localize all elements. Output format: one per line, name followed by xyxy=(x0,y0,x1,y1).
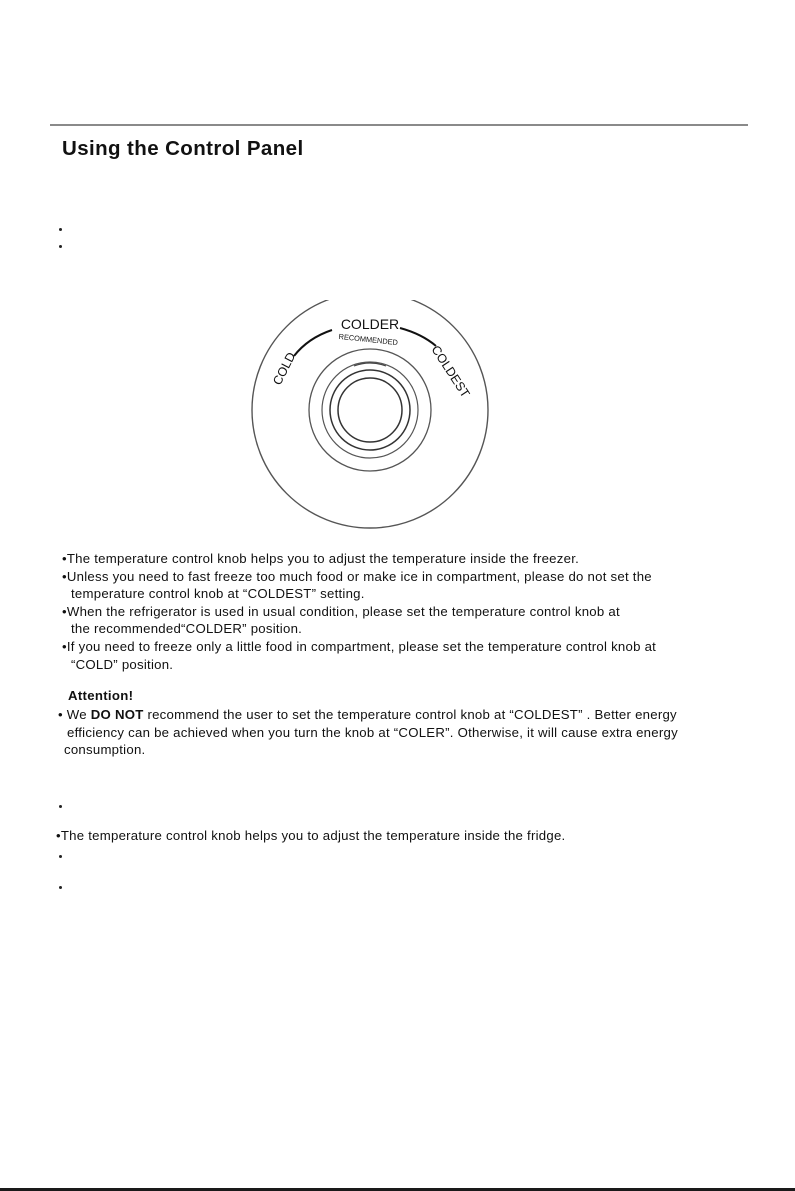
fridge-note: •The temperature control knob helps you to adjust the temperature inside the fridge. xyxy=(56,828,566,843)
knob-scale-line-right xyxy=(400,328,436,346)
bullet-dot xyxy=(59,245,62,248)
attention-line-rest: recommend the user to set the temperature control knob at “COLDEST” . Better energy xyxy=(143,707,677,722)
knob-cap-inner xyxy=(338,378,402,442)
section-title: Using the Control Panel xyxy=(62,137,304,160)
temperature-knob-diagram xyxy=(250,300,490,540)
freezer-note-line: •The temperature control knob helps you to adjust the temperature inside the freezer. xyxy=(62,551,580,566)
freezer-note-line: temperature control knob at “COLDEST” setting. xyxy=(71,586,365,602)
knob-cap-outer xyxy=(330,370,410,450)
attention-heading: Attention! xyxy=(68,688,134,703)
knob-label-coldest: COLDEST xyxy=(428,343,473,401)
freezer-note-line: •If you need to freeze only a little food in compartment, please set the temperature control knob at xyxy=(62,638,657,654)
knob-label-recommended: RECOMMENDED xyxy=(338,331,399,348)
knob-scale-line-left xyxy=(294,330,332,356)
attention-bullet: • We xyxy=(58,707,91,722)
freezer-note-line: •When the refrigerator is used in usual condition, please set the temperature control knob at xyxy=(62,603,620,619)
bullet-dot xyxy=(59,886,62,889)
attention-line: consumption. xyxy=(64,742,146,758)
attention-emphasis: DO NOT xyxy=(90,707,144,722)
freezer-note-line: •Unless you need to fast freeze too much food or make ice in compartment, please do not set the xyxy=(62,568,652,584)
knob-dial-ring xyxy=(309,349,431,471)
attention-line: efficiency can be achieved when you turn the knob at “COLER”. Otherwise, it will cause extra energy xyxy=(67,724,678,740)
bullet-dot xyxy=(59,805,62,808)
knob-label-cold: COLD xyxy=(270,350,299,388)
freezer-note-line: “COLD” position. xyxy=(71,656,174,672)
section-divider xyxy=(50,124,748,126)
attention-text xyxy=(58,706,678,759)
freezer-notes xyxy=(62,550,656,673)
freezer-note-line: the recommended“COLDER” position. xyxy=(71,621,303,637)
attention-line xyxy=(58,706,678,724)
bullet-dot xyxy=(59,228,62,231)
knob-grip-ring xyxy=(322,362,418,458)
knob-label-colder: COLDER xyxy=(340,316,400,332)
bullet-dot xyxy=(59,855,62,858)
